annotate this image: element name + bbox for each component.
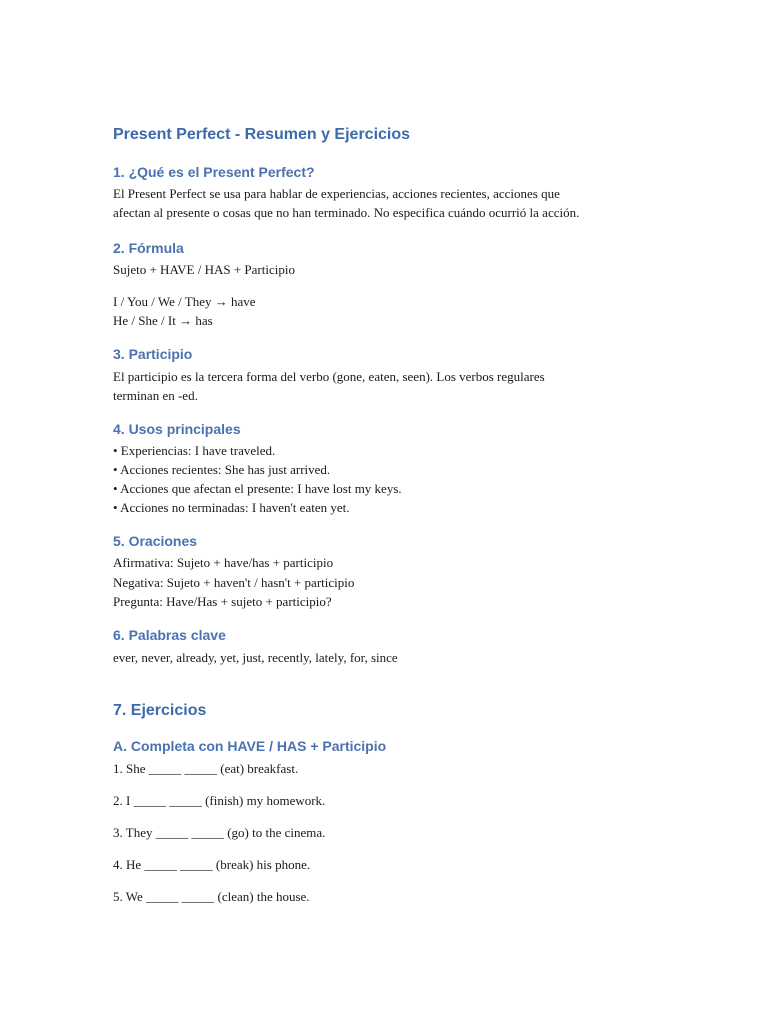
list-item: • Acciones recientes: She has just arrived. <box>113 462 331 477</box>
paragraph-line: terminan en -ed. <box>113 388 198 403</box>
sentence-rule: Afirmativa: Sujeto + have/has + participio <box>113 555 334 570</box>
section-heading-exercises: 7. Ejercicios <box>113 702 207 719</box>
section-heading-keywords: 6. Palabras clave <box>113 627 226 643</box>
section-heading-what: 1. ¿Qué es el Present Perfect? <box>113 164 315 180</box>
section-heading-participle: 3. Participio <box>113 346 193 362</box>
paragraph-line: El participio es la tercera forma del verbo (gone, eaten, seen). Los verbos regulares <box>113 369 545 384</box>
paragraph-line: El Present Perfect se usa para hablar de experiencias, acciones recientes, acciones que <box>113 186 560 201</box>
sentence-rule: Pregunta: Have/Has + sujeto + participio? <box>113 594 332 609</box>
paragraph-line: afectan al presente o cosas que no han terminado. No especifica cuándo ocurrió la acción. <box>113 205 580 220</box>
list-item: • Acciones que afectan el presente: I have lost my keys. <box>113 481 402 496</box>
formula-pair: I / You / We / They → have <box>113 294 256 309</box>
section-heading-sentences: 5. Oraciones <box>113 533 198 549</box>
formula-pair: He / She / It → has <box>113 313 213 328</box>
document-title: Present Perfect - Resumen y Ejercicios <box>113 126 411 143</box>
section-heading-uses: 4. Usos principales <box>113 421 241 437</box>
list-item: • Acciones no terminadas: I haven't eaten yet. <box>113 500 350 515</box>
section-heading-formula: 2. Fórmula <box>113 240 184 256</box>
exercise-item: 1. She _____ _____ (eat) breakfast. <box>113 761 299 776</box>
exercise-item: 4. He _____ _____ (break) his phone. <box>113 857 311 872</box>
exercise-item: 5. We _____ _____ (clean) the house. <box>113 889 310 904</box>
exercise-subheading: A. Completa con HAVE / HAS + Participio <box>113 738 387 754</box>
list-item: • Experiencias: I have traveled. <box>113 443 276 458</box>
sentence-rule: Negativa: Sujeto + haven't / hasn't + participio <box>113 575 355 590</box>
keywords-line: ever, never, already, yet, just, recently, lately, for, since <box>113 650 398 665</box>
exercise-item: 2. I _____ _____ (finish) my homework. <box>113 793 326 808</box>
formula-line: Sujeto + HAVE / HAS + Participio <box>113 262 295 277</box>
exercise-item: 3. They _____ _____ (go) to the cinema. <box>113 825 326 840</box>
